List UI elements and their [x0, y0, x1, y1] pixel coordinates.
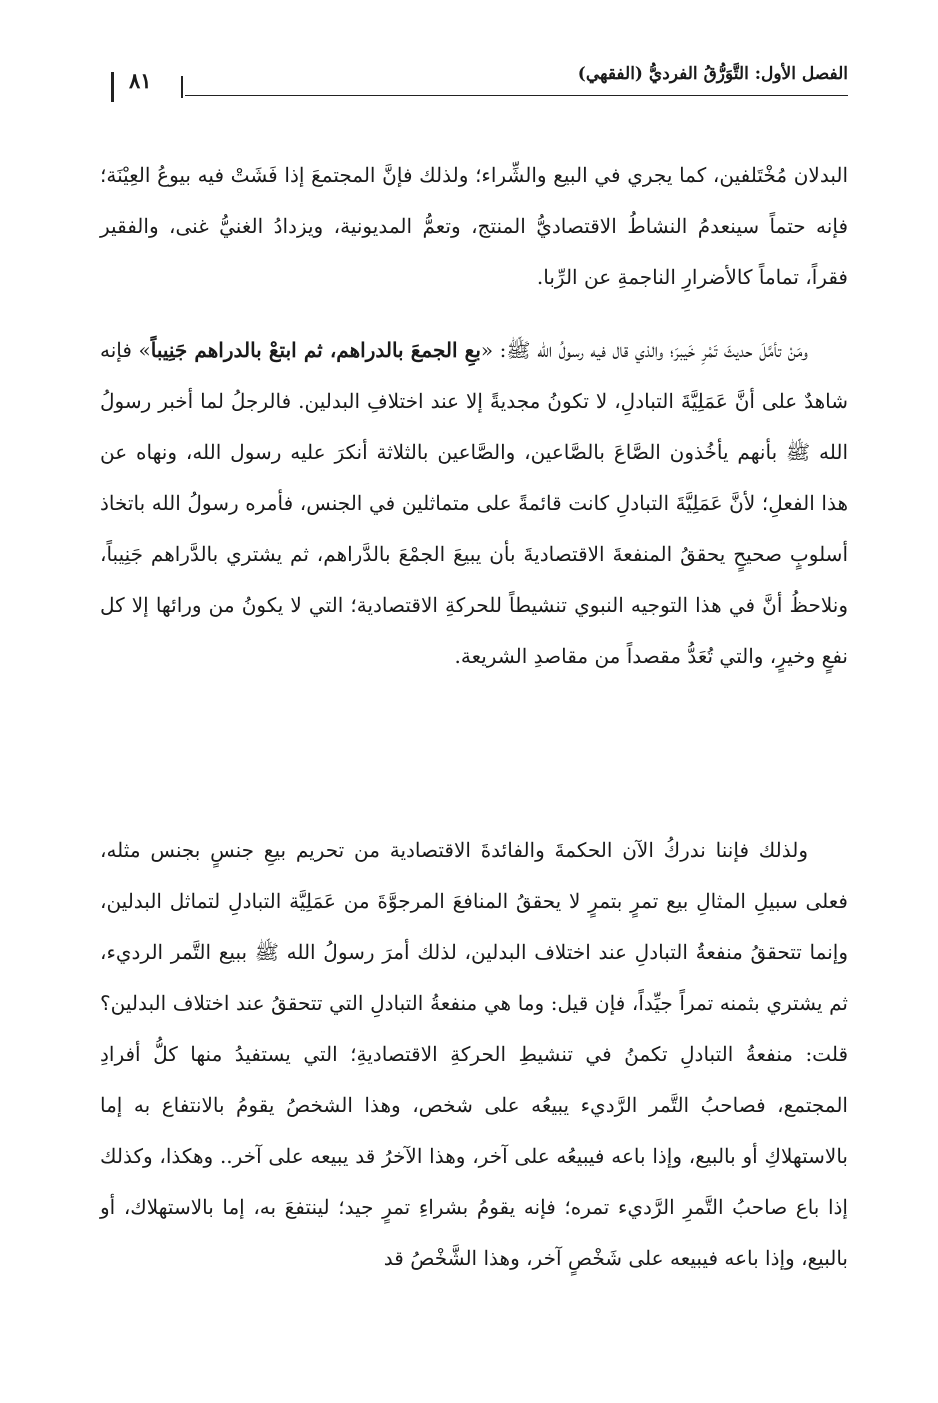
paragraph-2-after-quote: » فإنه شاهدٌ على أنَّ عَمَلِيَّةَ التبادلِ، لا تكونُ مجديةً إلا عند اختلافِ البدلين. فالرجلُ لما أخبر رسولُ الله ﷺ بأنهم يأخُذون الصَّاعَ بالصَّاعين، والصَّاعين بالثلاثة أنكرَ عليه رسول الله، ونهاه عن هذا الفعلِ؛ لأنَّ عَمَلِيَّةَ التبادلِ كانت قائمةً على متماثلين في الجنس، فأمره رسولُ الله باتخاذ أسلوبٍ صحيحٍ يحققُ المنفعةَ الاقتصاديةَ بأن يبيعَ الجمْعَ بالدَّراهم، ثم يشتري بالدَّراهم جَنِيباً، ونلاحظُ أنَّ في هذا التوجيه النبوي تنشيطاً للحركةِ الاقتصادية؛ التي لا يكونُ من ورائها إلا كل نفعٍ وخيرٍ، والتي تُعَدُّ مقصداً من مقاصدِ الشريعة. [100, 338, 848, 668]
paragraph-2 [100, 325, 848, 682]
paragraph-1 [100, 150, 848, 303]
paragraph-1-text: البدلان مُخْتَلفين، كما يجري في البيع والشِّراء؛ ولذلك فإنَّ المجتمعَ إذا فَشَتْ فيه بيوعُ العِيْنَة؛ فإنه حتماً سينعدمُ النشاطُ الاقتصاديُّ المنتج، وتعمُّ المديونية، ويزدادُ الغنيُّ غنى، والفقير فقراً، تماماً كالأضرارِ الناجمةِ عن الرِّبا. [100, 163, 849, 289]
hadith-quote: بعِ الجمعَ بالدراهم، ثم ابتعْ بالدراهم جَنِيباً [150, 338, 481, 362]
running-header [103, 62, 848, 102]
header-rule [185, 95, 848, 96]
paragraph-3-text: ولذلك فإننا ندركُ الآن الحكمةَ والفائدةَ الاقتصادية من تحريم بيعِ جنسٍ بجنس مثله، فعلى سبيلِ المثالِ بيع تمرٍ بتمرٍ لا يحققُ المنافعَ المرجوَّةَ من عَمَلِيَّة التبادلِ لتماثل البدلين، وإنما تتحققُ منفعةُ التبادلِ عند اختلاف البدلين، لذلك أمرَ رسولُ الله ﷺ ببيع التَّمر الرديء، ثم يشتري بثمنه تمراً جيِّداً، فإن قيل: وما هي منفعةُ التبادلِ التي تتحققُ عند اختلاف البدلين؟ قلت: منفعةُ التبادلِ تكمنُ في تنشيطِ الحركةِ الاقتصاديةِ؛ التي يستفيدُ منها كلُّ أفرادِ المجتمع، فصاحبُ التَّمر الرَّديء يبيعُه على شخص، وهذا الشخصُ يقومُ بالانتفاع به إما بالاستهلاكِ أو بالبيع، وإذا باعه فيبيعُه على آخر، وهذا الآخرُ قد يبيعه على آخر.. وهكذا، وكذلك إذا باع صاحبُ التَّمرِ الرَّديء تمره؛ فإنه يقومُ بشراءِ تمرٍ جيد؛ لينتفعَ به، إما بالاستهلاك، أو بالبيع، وإذا باعه فيبيعه على شَخْصٍ آخر، وهذا الشَّخْصُ قد [100, 838, 848, 1270]
chapter-title: الفصل الأول: التَّوَرُّقُ الفرديُّ (الفقهي) [577, 64, 848, 84]
page-number: ٨١ [129, 68, 152, 93]
header-divider-bar [181, 76, 183, 98]
header-left-bar [111, 72, 114, 102]
paragraph-3 [100, 825, 848, 1284]
paragraph-2-before-quote: ومَنْ تأمَّلَ حديثَ تَمْرِ خَيبرَ؛ والذي قال فيه رسولُ الله ﷺ: « [480, 338, 808, 362]
